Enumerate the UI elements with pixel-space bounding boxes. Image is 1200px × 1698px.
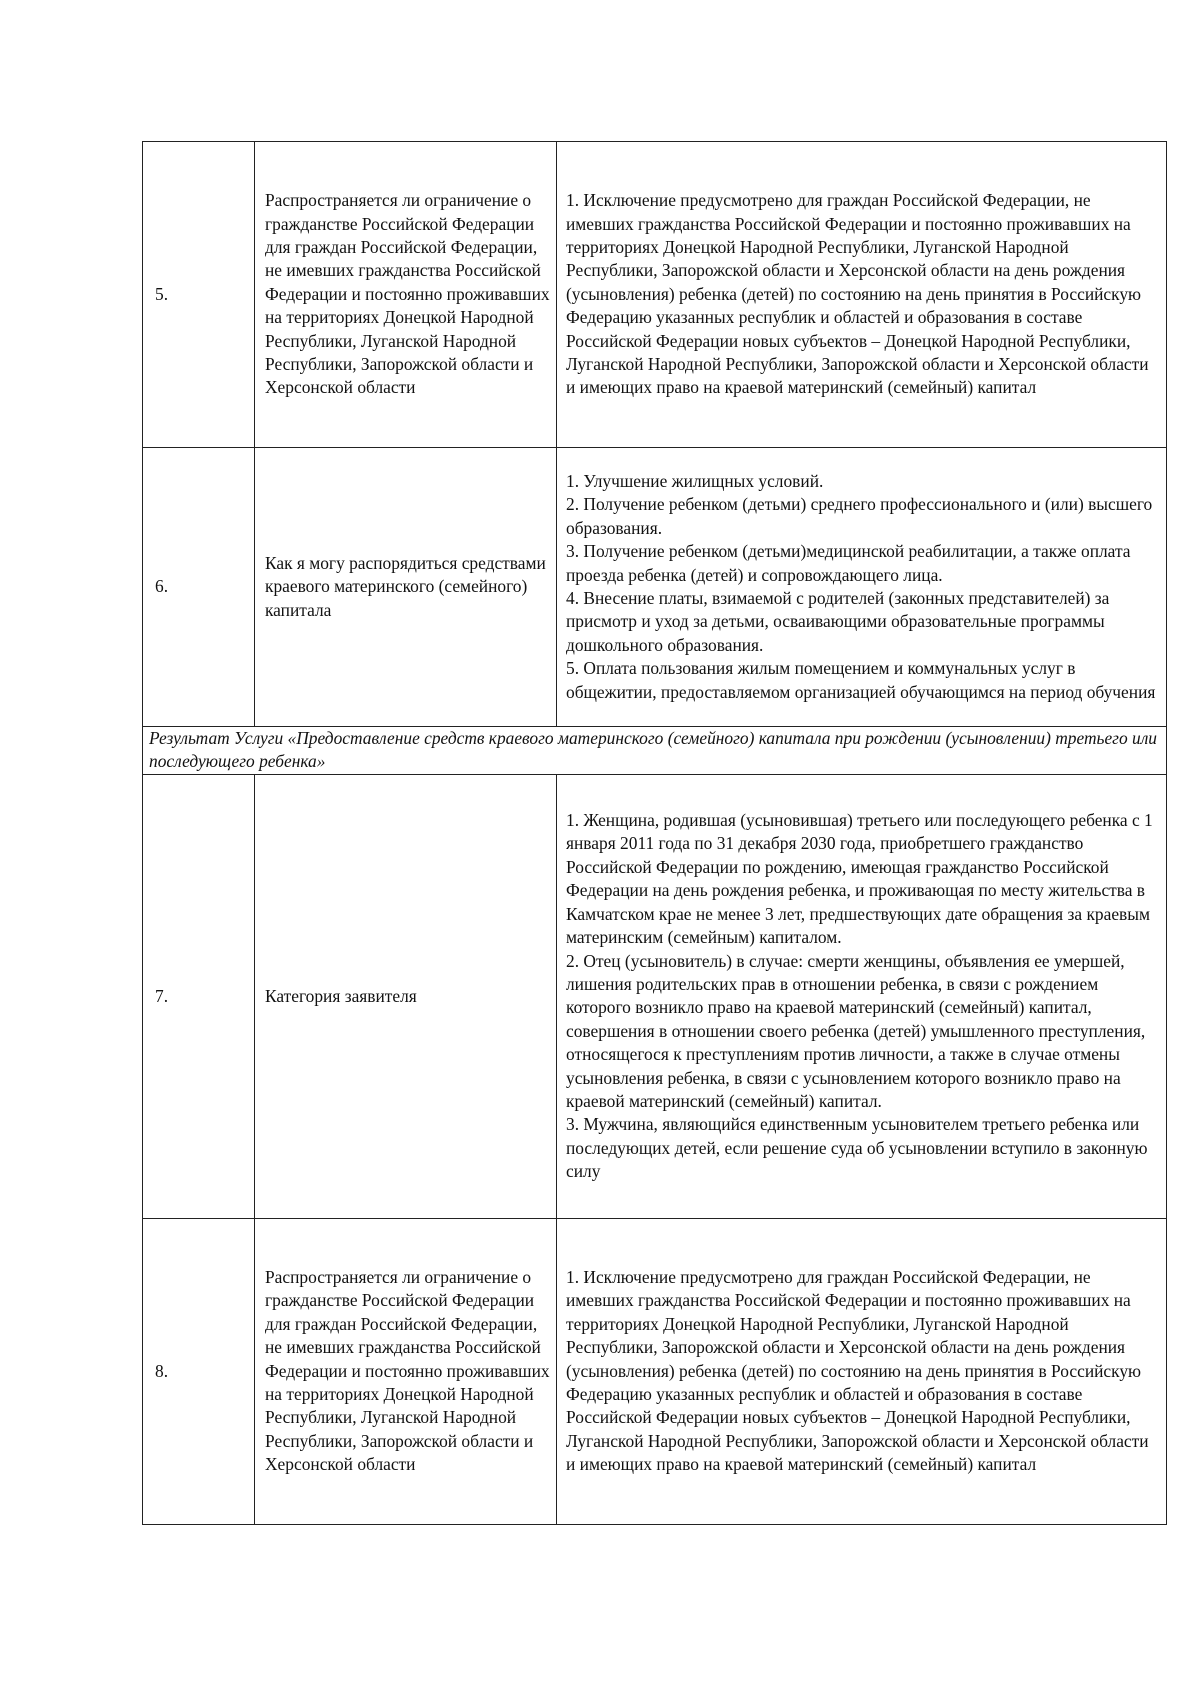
row-question: Распространяется ли ограничение о гражданстве Российской Федерации для граждан Российской Федерации, не имевших гражданства Российской Федерации и постоянно проживавших на территориях Донецкой Народной Республики, Луганской Народной Республики, Запорожской области и Херсонской области <box>255 142 557 448</box>
answer-item: 3. Мужчина, являющийся единственным усыновителем третьего ребенка или последующих детей, если решение суда об усыновлении вступило в законную силу <box>566 1114 1148 1182</box>
row-number: 5. <box>143 142 255 448</box>
table-row <box>143 142 1167 448</box>
row-answer <box>557 774 1167 1218</box>
answer-item: 1. Женщина, родившая (усыновившая) третьего или последующего ребенка с 1 января 2011 года по 31 декабря 2030 года, приобретшего гражданство Российской Федерации по рождению, имеющая гражданство Российской Федерации на день рождения ребенка, и проживающая по месту жительства в Камчатском крае не менее 3 лет, предшествующих дате обращения за краевым материнским (семейным) капиталом. <box>566 810 1153 948</box>
row-number: 6. <box>143 448 255 727</box>
row-number: 8. <box>143 1218 255 1524</box>
section-row <box>143 727 1167 775</box>
answer-item: 2. Отец (усыновитель) в случае: смерти женщины, объявления ее умершей, лишения родительских прав в отношении ребенка, в связи с рождением которого возникло право на краевой материнский (семейный) капитал, совершения в отношении своего ребенка (детей) умышленного преступления, относящегося к преступлениям против личности, а также в случае отмены усыновления ребенка, в связи с усыновлением которого возникло право на краевой материнский (семейный) капитал. <box>566 950 1146 1111</box>
row-answer: 1. Исключение предусмотрено для граждан Российской Федерации, не имевших гражданства Российской Федерации и постоянно проживавших на территориях Донецкой Народной Республики, Луганской Народной Республики, Запорожской области и Херсонской области на день рождения (усыновления) ребенка (детей) по состоянию на день принятия в Российскую Федерацию указанных республик и областей и образования в составе Российской Федерации новых субъектов – Донецкой Народной Республики, Луганской Народной Республики, Запорожской области и Херсонской области и имеющих право на краевой материнский (семейный) капитал <box>557 142 1167 448</box>
answer-item: 3. Получение ребенком (детьми)медицинской реабилитации, а также оплата проезда ребенка (детей) и сопровождающего лица. <box>566 541 1131 585</box>
table-row <box>143 774 1167 1218</box>
row-answer: 1. Исключение предусмотрено для граждан Российской Федерации, не имевших гражданства Российской Федерации и постоянно проживавших на территориях Донецкой Народной Республики, Луганской Народной Республики, Запорожской области и Херсонской области на день рождения (усыновления) ребенка (детей) по состоянию на день принятия в Российскую Федерацию указанных республик и областей и образования в составе Российской Федерации новых субъектов – Донецкой Народной Республики, Луганской Народной Республики, Запорожской области и Херсонской области и имеющих право на краевой материнский (семейный) капитал <box>557 1218 1167 1524</box>
table-row <box>143 1218 1167 1524</box>
answer-item: 1. Улучшение жилищных условий. <box>566 470 824 491</box>
section-title: Результат Услуги «Предоставление средств краевого материнского (семейного) капитала при рождении (усыновлении) третьего или последующего ребенка» <box>143 727 1167 775</box>
row-question: Категория заявителя <box>255 774 557 1218</box>
row-answer <box>557 448 1167 727</box>
faq-table <box>142 141 1167 1525</box>
answer-item: 2. Получение ребенком (детьми) среднего профессионального и (или) высшего образования. <box>566 494 1153 538</box>
answer-item: 4. Внесение платы, взимаемой с родителей (законных представителей) за присмотр и уход за детьми, осваивающими образовательные программы дошкольного образования. <box>566 588 1110 655</box>
table-row <box>143 448 1167 727</box>
answer-item: 5. Оплата пользования жилым помещением и коммунальных услуг в общежитии, предоставляемом организацией обучающимся на период обучения <box>566 658 1156 702</box>
row-number: 7. <box>143 774 255 1218</box>
row-question: Распространяется ли ограничение о гражданстве Российской Федерации для граждан Российской Федерации, не имевших гражданства Российской Федерации и постоянно проживавших на территориях Донецкой Народной Республики, Луганской Народной Республики, Запорожской области и Херсонской области <box>255 1218 557 1524</box>
row-question: Как я могу распорядиться средствами краевого материнского (семейного) капитала <box>255 448 557 727</box>
